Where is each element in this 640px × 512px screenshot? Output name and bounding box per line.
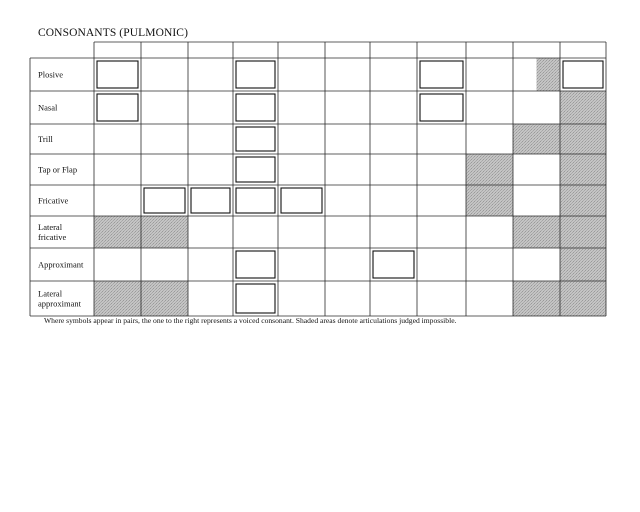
row-label: Approximant [38,259,84,270]
symbol-box [236,127,275,151]
shaded-cell [94,281,141,316]
symbol-box [420,94,463,121]
symbol-boxes [97,61,603,313]
shaded-cell [560,124,606,154]
symbol-box [191,188,230,213]
symbol-box [236,188,275,213]
shaded-cell [466,185,513,216]
shaded-cells [94,58,606,316]
shaded-half-cell [537,58,561,91]
shaded-cell [513,124,560,154]
shaded-cell [513,281,560,316]
symbol-box [281,188,322,213]
symbol-box [236,94,275,121]
shaded-cell [141,281,188,316]
shaded-cell [94,216,141,248]
shaded-cell [560,248,606,281]
shaded-cell [560,154,606,185]
shaded-cell [513,216,560,248]
shaded-cell [560,91,606,124]
shaded-cell [560,216,606,248]
shaded-cell [560,185,606,216]
row-label: Lateral approximant [38,288,81,309]
shaded-cell [141,216,188,248]
row-label: Trill [38,134,53,144]
row-label: Plosive [38,69,64,80]
symbol-box [236,251,275,278]
symbol-box [144,188,185,213]
symbol-box [97,94,138,121]
row-label: Nasal [38,102,58,113]
chart-footnote: Where symbols appear in pairs, the one to the right represents a voiced consonant. Shaded areas denote articulations judged impossible. [44,316,457,325]
chart-title: CONSONANTS (PULMONIC) [38,27,189,39]
symbol-box [236,157,275,182]
symbol-box [373,251,414,278]
chart-grid [30,42,606,316]
row-label: Fricative [38,195,69,206]
shaded-cell [560,281,606,316]
symbol-box [236,61,275,88]
symbol-box [420,61,463,88]
symbol-box [236,284,275,313]
symbol-box [563,61,603,88]
shaded-cell [466,154,513,185]
symbol-box [97,61,138,88]
row-label: Tap or Flap [38,164,78,175]
row-labels [38,70,84,309]
row-label: Lateral fricative [38,222,67,242]
